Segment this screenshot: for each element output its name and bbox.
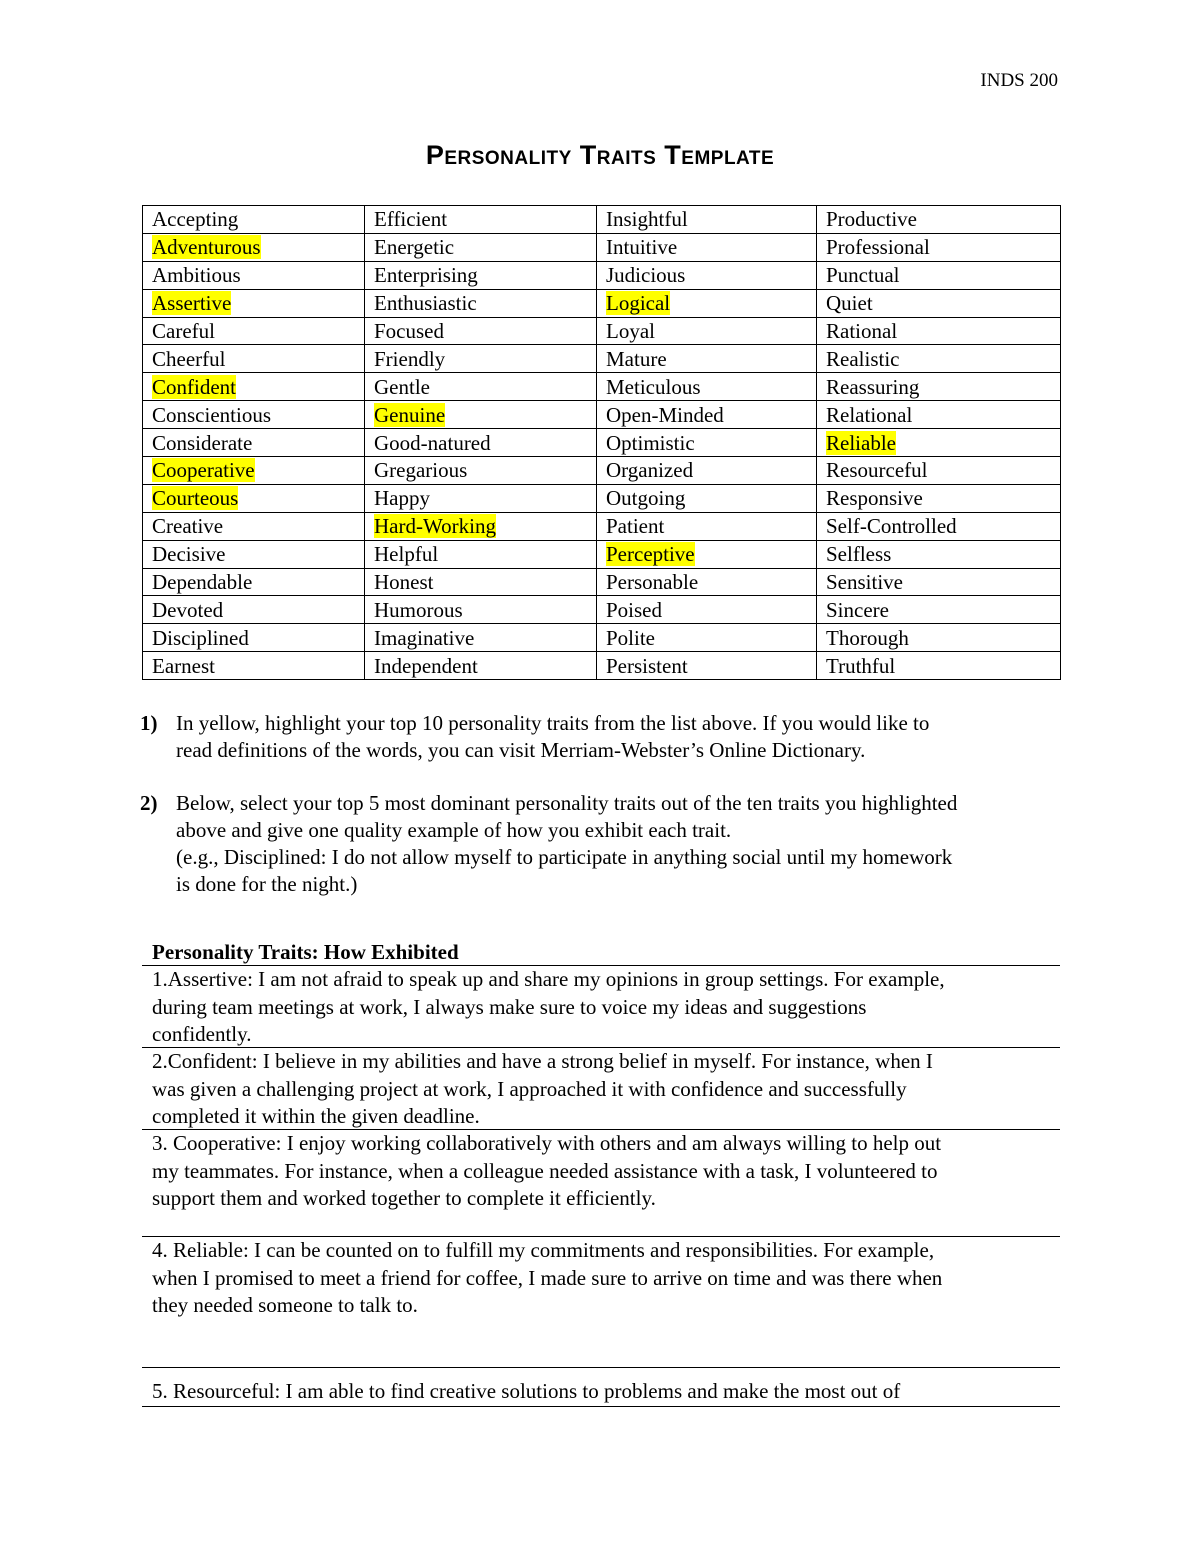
- entry-line: support them and worked together to complete it efficiently.: [152, 1186, 656, 1210]
- trait-cell[interactable]: [143, 233, 365, 261]
- trait-row: [143, 289, 1061, 317]
- trait-label: Imaginative: [374, 625, 475, 650]
- trait-cell[interactable]: [817, 652, 1061, 680]
- trait-label: Dependable: [152, 570, 253, 595]
- trait-label: Mature: [606, 346, 667, 371]
- instructions: [140, 710, 1060, 924]
- trait-label: Truthful: [826, 653, 896, 678]
- trait-row: [143, 484, 1061, 512]
- entry-line: 2.Confident: I believe in my abilities and have a strong belief in myself. For instance, when I: [152, 1049, 933, 1073]
- trait-cell[interactable]: [817, 261, 1061, 289]
- trait-label: Helpful: [374, 542, 439, 567]
- trait-cell[interactable]: [597, 345, 817, 373]
- trait-label: Cheerful: [152, 346, 226, 371]
- trait-cell[interactable]: [365, 596, 597, 624]
- trait-cell[interactable]: [365, 373, 597, 401]
- trait-row: [143, 596, 1061, 624]
- trait-cell[interactable]: [365, 624, 597, 652]
- trait-label: Polite: [606, 625, 656, 650]
- instruction-item: [140, 710, 1060, 764]
- trait-row: [143, 233, 1061, 261]
- trait-label: Efficient: [374, 207, 448, 232]
- instruction-line: (e.g., Disciplined: I do not allow myself to participate in anything social until my homework: [176, 845, 953, 869]
- trait-cell[interactable]: [817, 206, 1061, 234]
- trait-label: Personable: [606, 570, 699, 595]
- trait-cell[interactable]: [365, 540, 597, 568]
- trait-cell[interactable]: [597, 401, 817, 429]
- trait-cell[interactable]: [597, 289, 817, 317]
- trait-label: Honest: [374, 570, 434, 595]
- course-code: INDS 200: [980, 70, 1058, 91]
- entry-line: when I promised to meet a friend for coffee, I made sure to arrive on time and was there when: [152, 1265, 943, 1290]
- responses-heading: Personality Traits: How Exhibited: [152, 940, 459, 964]
- instruction-line: is done for the night.): [176, 872, 358, 896]
- response-entry[interactable]: [152, 1237, 1052, 1320]
- trait-label: Enterprising: [374, 263, 478, 288]
- trait-row: [143, 652, 1061, 680]
- trait-label: Good-natured: [374, 430, 491, 455]
- trait-cell[interactable]: [143, 512, 365, 540]
- instruction-number: 1): [140, 711, 158, 735]
- highlighted-trait: Perceptive: [606, 542, 695, 567]
- trait-cell[interactable]: [143, 401, 365, 429]
- trait-cell[interactable]: [817, 568, 1061, 596]
- trait-label: Responsive: [826, 486, 923, 511]
- trait-cell[interactable]: [143, 261, 365, 289]
- trait-cell[interactable]: [597, 233, 817, 261]
- entry-line: 4. Reliable: I can be counted on to fulfill my commitments and responsibilities. For example,: [152, 1238, 935, 1262]
- trait-cell[interactable]: [817, 624, 1061, 652]
- instruction-text: [176, 790, 1060, 898]
- trait-label: Devoted: [152, 597, 224, 622]
- trait-cell[interactable]: [365, 317, 597, 345]
- trait-cell[interactable]: [365, 345, 597, 373]
- trait-cell[interactable]: [817, 317, 1061, 345]
- trait-label: Energetic: [374, 235, 455, 260]
- instruction-text: [176, 710, 1060, 764]
- trait-cell[interactable]: [143, 289, 365, 317]
- trait-row: [143, 457, 1061, 485]
- trait-label: Ambitious: [152, 263, 241, 288]
- trait-label: Accepting: [152, 207, 239, 232]
- trait-label: Poised: [606, 597, 663, 622]
- trait-label: Gentle: [374, 374, 430, 399]
- trait-label: Relational: [826, 402, 913, 427]
- trait-cell[interactable]: [597, 373, 817, 401]
- divider: [142, 1367, 1060, 1368]
- trait-cell[interactable]: [597, 429, 817, 457]
- trait-row: [143, 373, 1061, 401]
- trait-row: [143, 512, 1061, 540]
- trait-label: Resourceful: [826, 458, 928, 483]
- highlighted-trait: Hard-Working: [374, 514, 496, 539]
- trait-label: Humorous: [374, 597, 463, 622]
- trait-row: [143, 317, 1061, 345]
- trait-cell[interactable]: [817, 540, 1061, 568]
- trait-cell[interactable]: [365, 261, 597, 289]
- trait-cell[interactable]: [365, 233, 597, 261]
- trait-cell[interactable]: [143, 373, 365, 401]
- trait-cell[interactable]: [597, 540, 817, 568]
- trait-cell[interactable]: [597, 624, 817, 652]
- trait-label: Independent: [374, 653, 478, 678]
- trait-row: [143, 624, 1061, 652]
- trait-cell[interactable]: [143, 596, 365, 624]
- trait-label: Careful: [152, 319, 215, 343]
- entry-line: 3. Cooperative: I enjoy working collaboratively with others and am always willing to help out: [152, 1131, 942, 1155]
- trait-label: Self-Controlled: [826, 514, 957, 539]
- trait-cell[interactable]: [143, 540, 365, 568]
- trait-label: Creative: [152, 514, 224, 539]
- trait-cell[interactable]: [817, 345, 1061, 373]
- instruction-number: 2): [140, 791, 158, 815]
- trait-cell[interactable]: [817, 401, 1061, 429]
- trait-cell[interactable]: [597, 317, 817, 345]
- trait-cell[interactable]: [817, 429, 1061, 457]
- trait-label: Outgoing: [606, 486, 686, 511]
- trait-row: [143, 568, 1061, 596]
- trait-row: [143, 540, 1061, 568]
- highlighted-trait: Reliable: [826, 430, 896, 455]
- highlighted-trait: Assertive: [152, 291, 232, 316]
- trait-label: Professional: [826, 235, 930, 260]
- response-entry[interactable]: [152, 1130, 1052, 1213]
- page-title: Personality Traits Template: [425, 140, 775, 170]
- highlighted-trait: Adventurous: [152, 235, 261, 260]
- entry-line: my teammates. For instance, when a colleague needed assistance with a task, I volunteered to: [152, 1158, 938, 1183]
- trait-label: Quiet: [826, 291, 873, 316]
- trait-cell[interactable]: [597, 512, 817, 540]
- entry-line: completed it within the given deadline.: [152, 1104, 480, 1128]
- trait-label: Persistent: [606, 653, 688, 678]
- trait-label: Conscientious: [152, 402, 271, 427]
- trait-label: Intuitive: [606, 235, 678, 260]
- trait-cell[interactable]: [817, 457, 1061, 485]
- trait-label: Patient: [606, 514, 665, 539]
- trait-cell[interactable]: [365, 512, 597, 540]
- trait-cell[interactable]: [817, 484, 1061, 512]
- trait-label: Reassuring: [826, 374, 920, 399]
- trait-label: Punctual: [826, 263, 900, 288]
- response-entry[interactable]: [152, 1378, 1052, 1406]
- entry-line: 1.Assertive: I am not afraid to speak up and share my opinions in group settings. For example,: [152, 967, 945, 991]
- trait-label: Friendly: [374, 346, 446, 371]
- trait-cell[interactable]: [817, 596, 1061, 624]
- trait-row: [143, 261, 1061, 289]
- trait-cell[interactable]: [597, 568, 817, 596]
- entry-line: confidently.: [152, 1022, 252, 1046]
- trait-cell[interactable]: [365, 206, 597, 234]
- trait-label: Loyal: [606, 319, 655, 343]
- trait-label: Realistic: [826, 346, 900, 371]
- trait-cell[interactable]: [143, 429, 365, 457]
- trait-label: Decisive: [152, 542, 226, 567]
- response-entry[interactable]: [152, 1048, 1052, 1131]
- trait-cell[interactable]: [597, 261, 817, 289]
- trait-cell[interactable]: [365, 652, 597, 680]
- trait-cell[interactable]: [817, 233, 1061, 261]
- highlighted-trait: Cooperative: [152, 458, 255, 483]
- trait-label: Disciplined: [152, 625, 249, 650]
- trait-cell[interactable]: [143, 568, 365, 596]
- trait-cell[interactable]: [143, 317, 365, 345]
- trait-row: [143, 345, 1061, 373]
- traits-table: [142, 205, 1061, 680]
- trait-label: Earnest: [152, 653, 215, 678]
- trait-cell[interactable]: [597, 596, 817, 624]
- trait-cell[interactable]: [143, 345, 365, 373]
- trait-cell[interactable]: [817, 512, 1061, 540]
- response-entry[interactable]: [152, 966, 1052, 1049]
- trait-cell[interactable]: [143, 652, 365, 680]
- trait-cell[interactable]: [817, 373, 1061, 401]
- instruction-line: above and give one quality example of how you exhibit each trait.: [176, 818, 732, 842]
- trait-label: Sensitive: [826, 570, 903, 595]
- instruction-line: In yellow, highlight your top 10 personality traits from the list above. If you would like to: [176, 711, 930, 735]
- trait-label: Considerate: [152, 430, 253, 455]
- instruction-item: [140, 790, 1060, 898]
- trait-label: Thorough: [826, 625, 909, 650]
- trait-cell[interactable]: [143, 457, 365, 485]
- trait-cell[interactable]: [597, 206, 817, 234]
- trait-cell[interactable]: [365, 401, 597, 429]
- instruction-line: Below, select your top 5 most dominant personality traits out of the ten traits you highlighted: [176, 791, 958, 815]
- divider: [142, 1406, 1060, 1407]
- trait-cell[interactable]: [143, 206, 365, 234]
- entry-line: they needed someone to talk to.: [152, 1293, 418, 1317]
- trait-label: Gregarious: [374, 458, 468, 483]
- trait-row: [143, 206, 1061, 234]
- trait-cell[interactable]: [365, 484, 597, 512]
- trait-cell[interactable]: [143, 484, 365, 512]
- trait-label: Focused: [374, 319, 444, 343]
- trait-label: Insightful: [606, 207, 688, 232]
- instruction-line: read definitions of the words, you can visit Merriam-Webster’s Online Dictionary.: [176, 738, 866, 762]
- trait-cell[interactable]: [597, 652, 817, 680]
- trait-label: Enthusiastic: [374, 291, 477, 316]
- trait-label: Happy: [374, 486, 430, 511]
- trait-label: Selfless: [826, 542, 892, 567]
- highlighted-trait: Courteous: [152, 486, 239, 511]
- trait-cell[interactable]: [365, 568, 597, 596]
- trait-row: [143, 429, 1061, 457]
- trait-cell[interactable]: [143, 624, 365, 652]
- entry-line: during team meetings at work, I always make sure to voice my ideas and suggestions: [152, 994, 867, 1019]
- trait-label: Sincere: [826, 597, 889, 622]
- trait-label: Meticulous: [606, 374, 701, 399]
- highlighted-trait: Logical: [606, 291, 671, 316]
- trait-label: Optimistic: [606, 430, 695, 455]
- trait-label: Productive: [826, 207, 917, 232]
- trait-cell[interactable]: [597, 484, 817, 512]
- entry-line: was given a challenging project at work, I approached it with confidence and successfully: [152, 1076, 907, 1101]
- trait-label: Rational: [826, 319, 898, 343]
- highlighted-trait: Genuine: [374, 402, 446, 427]
- trait-cell[interactable]: [365, 457, 597, 485]
- entry-line: 5. Resourceful: I am able to find creative solutions to problems and make the most out of: [152, 1379, 901, 1403]
- trait-cell[interactable]: [365, 429, 597, 457]
- trait-label: Judicious: [606, 263, 686, 288]
- trait-row: [143, 401, 1061, 429]
- trait-cell[interactable]: [817, 289, 1061, 317]
- trait-label: Organized: [606, 458, 694, 483]
- highlighted-trait: Confident: [152, 374, 236, 399]
- trait-cell[interactable]: [597, 457, 817, 485]
- trait-cell[interactable]: [365, 289, 597, 317]
- trait-label: Open-Minded: [606, 402, 724, 427]
